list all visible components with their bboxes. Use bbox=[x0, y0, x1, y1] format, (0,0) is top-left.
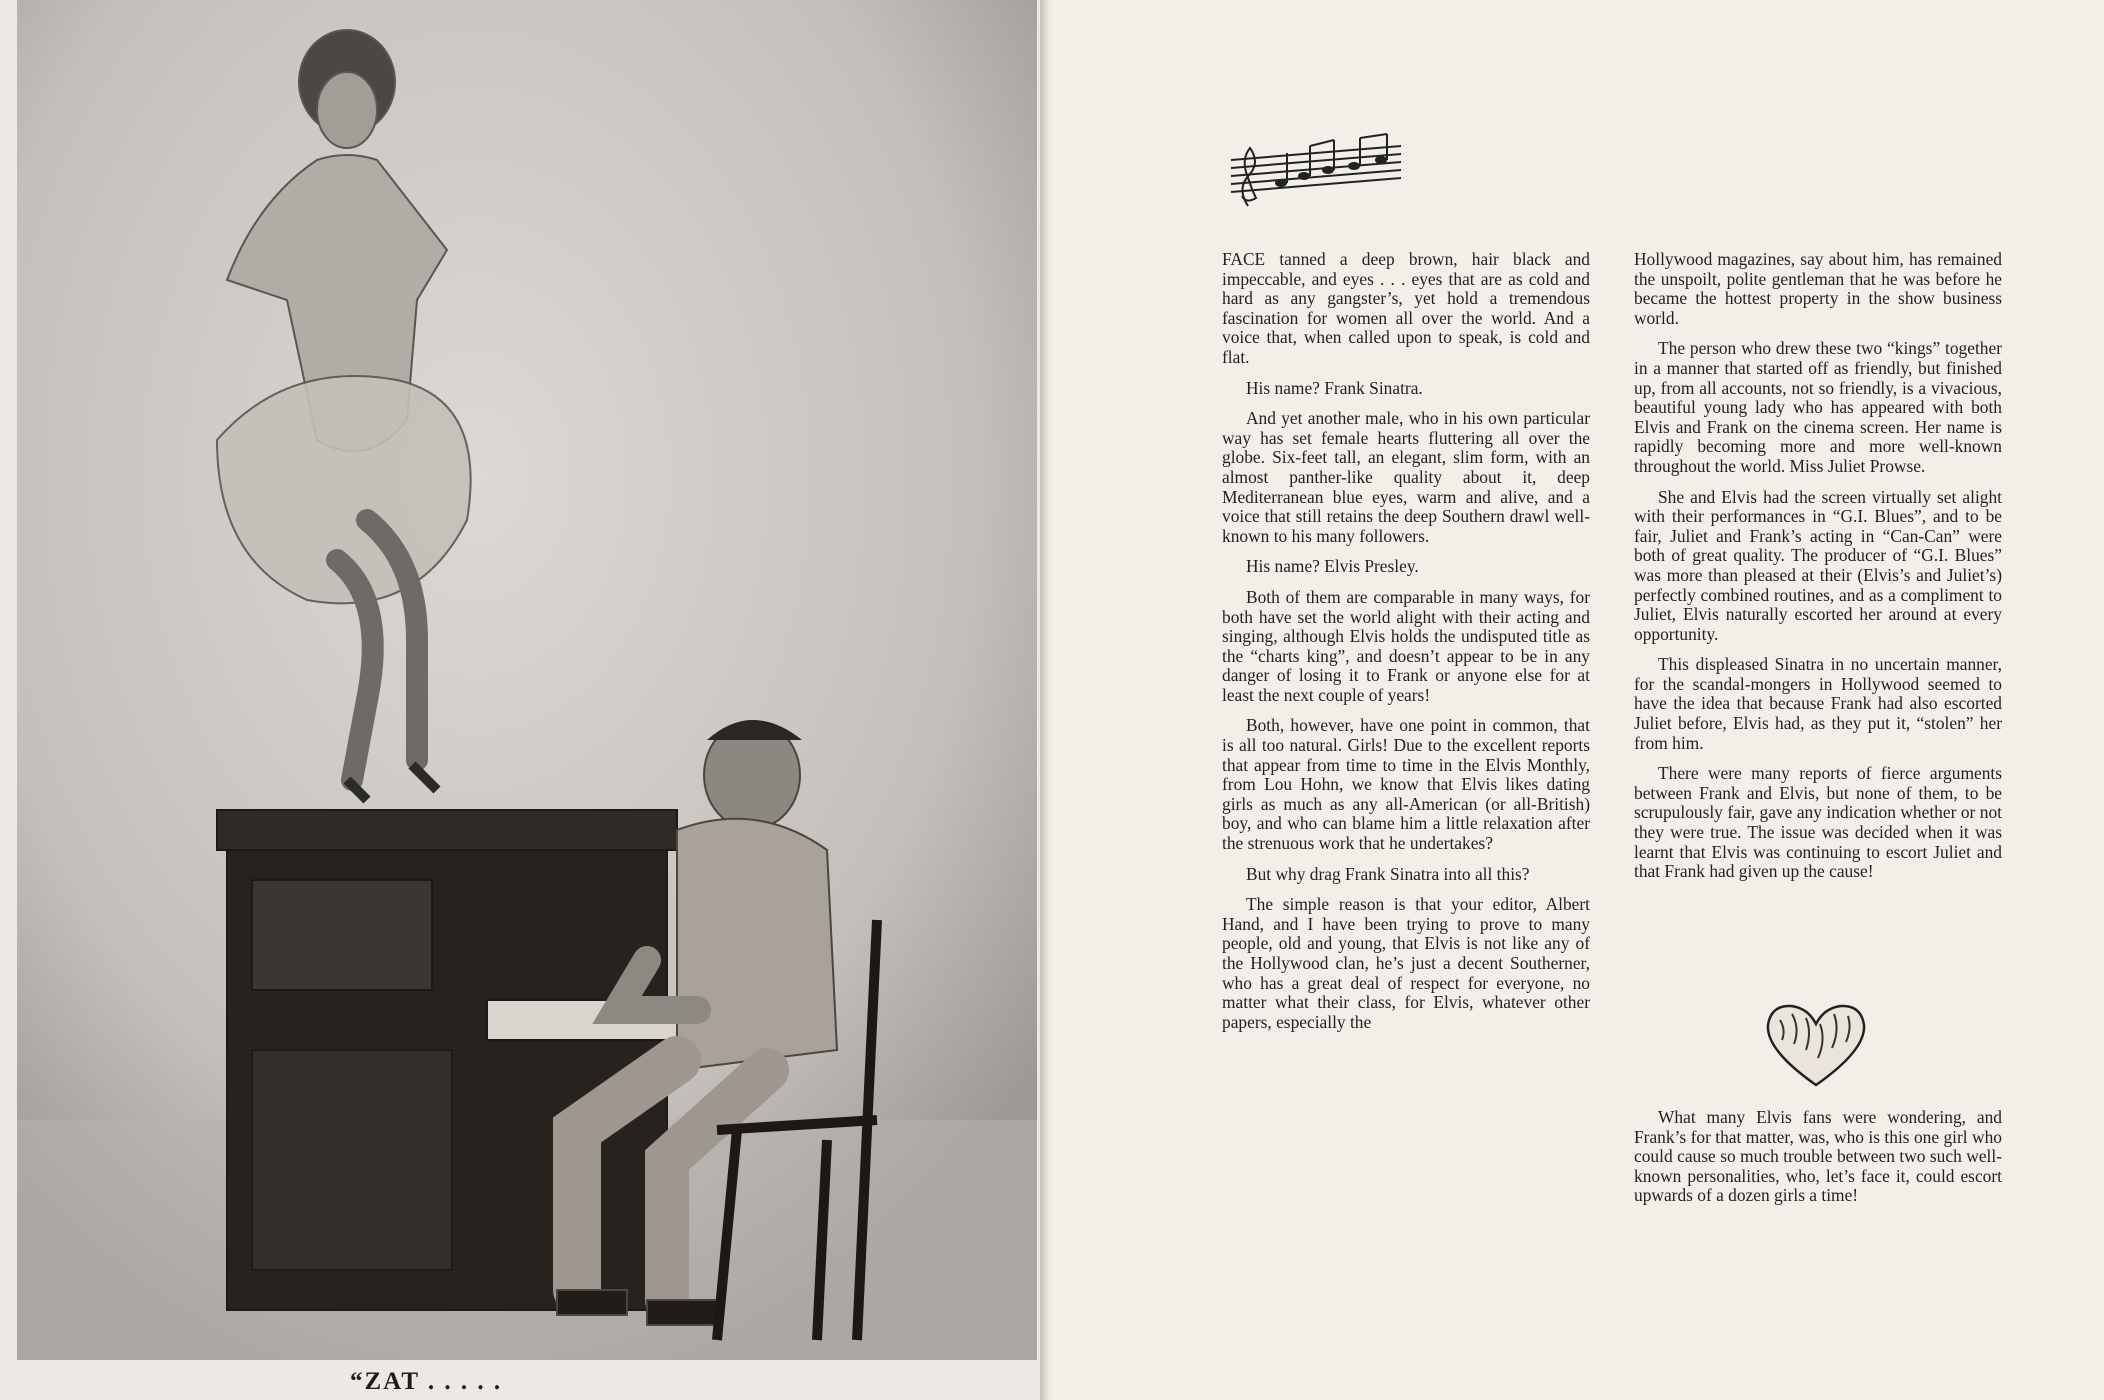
paragraph: There were many reports of fierce arguments between Frank and Elvis, but none of them, to be scrupulously fair, gave any indication whether or not they were true. The issue was decided when it was learnt that Elvis was continuing to escort Juliet and that Frank had given up the cause! bbox=[1634, 763, 2002, 882]
article-column-right-bottom bbox=[1634, 1108, 2002, 1217]
heart-icon bbox=[1756, 1000, 1876, 1090]
dancer-piano-photo bbox=[17, 0, 1037, 1360]
paragraph: What many Elvis fans were wondering, and Frank’s for that matter, was, who is this one girl who could cause so much trouble between two such well-known personalities, who, let’s face it, could escort upwards of a dozen girls a time! bbox=[1634, 1107, 2002, 1206]
paragraph: His name? Elvis Presley. bbox=[1246, 556, 1419, 577]
paragraph: The simple reason is that your editor, Albert Hand, and I have been trying to prove to many people, old and young, that Elvis is not like any of the Hollywood clan, he’s just a decent Southerner, who has a great deal of respect for everyone, no matter what their class, for Elvis, whatever other papers, especially the bbox=[1222, 894, 1590, 1032]
article-column-left bbox=[1222, 250, 1590, 1043]
paragraph: His name? Frank Sinatra. bbox=[1246, 377, 1423, 398]
right-page bbox=[1056, 0, 2104, 1400]
paragraph: And yet another male, who in his own particular way has set female hearts fluttering all over the globe. Six-feet tall, an elegant, slim form, with an almost panther-like quality about it, deep Mediterranean blue eyes, warm and alive, and a voice that still retains the deep Southern drawl well-known to his many followers. bbox=[1222, 408, 1590, 546]
photo-caption: “ZAT . . . . . bbox=[350, 1368, 503, 1395]
music-staff-icon bbox=[1226, 128, 1406, 208]
paragraph: Both, however, have one point in common, that is all too natural. Girls! Due to the excellent reports that appear from time to time in the Elvis Monthly, from Lou Hohn, we know that Elvis likes dating girls as much as any all-American (or all-British) boy, and who can blame him a little relaxation after the strenuous work that he undertakes? bbox=[1222, 715, 1590, 854]
paragraph: This displeased Sinatra in no uncertain manner, for the scandal-mongers in Hollywood seemed to have the idea that because Frank had also escorted Juliet before, Elvis had, as they put it, “stolen” her from him. bbox=[1634, 654, 2002, 753]
paragraph: Hollywood magazines, say about him, has remained the unspoilt, polite gentleman that he was before he became the hottest property in the show business world. bbox=[1634, 249, 2002, 328]
photo-illustration bbox=[17, 0, 1037, 1360]
paragraph: FACE tanned a deep brown, hair black and impeccable, and eyes . . . eyes that are as cold and hard as any gangster’s, yet hold a tremendous fascination for women all over the world. And a voice that, when called upon to speak, is cold and flat. bbox=[1222, 249, 1590, 367]
piano bbox=[217, 810, 687, 1310]
paragraph: But why drag Frank Sinatra into all this? bbox=[1246, 863, 1530, 884]
left-page bbox=[0, 0, 1040, 1400]
paragraph: She and Elvis had the screen virtually set alight with their performances in “G.I. Blues”, and to be fair, Juliet and Frank’s acting in “Can-Can” were both of great quality. The producer of “G.I. Blues” was more than pleased at their (Elvis’s and Juliet’s) perfectly combined routines, and as a compliment to Juliet, Elvis naturally escorted her around at every opportunity. bbox=[1634, 486, 2002, 644]
page-gutter bbox=[1040, 0, 1056, 1400]
paragraph: Both of them are comparable in many ways, for both have set the world alight with their acting and singing, although Elvis holds the undisputed title as the “charts king”, and doesn’t appear to be in any danger of losing it to Frank or anyone else for at least the next couple of years! bbox=[1222, 586, 1590, 705]
paragraph: The person who drew these two “kings” together in a manner that started off as friendly, but finished up, from all accounts, not so friendly, is a vivacious, beautiful young lady who has appeared with both Elvis and Frank on the cinema screen. Her name is rapidly becoming more and more well-known throughout the world. Miss Juliet Prowse. bbox=[1634, 338, 2002, 476]
article-column-right bbox=[1634, 250, 2002, 893]
